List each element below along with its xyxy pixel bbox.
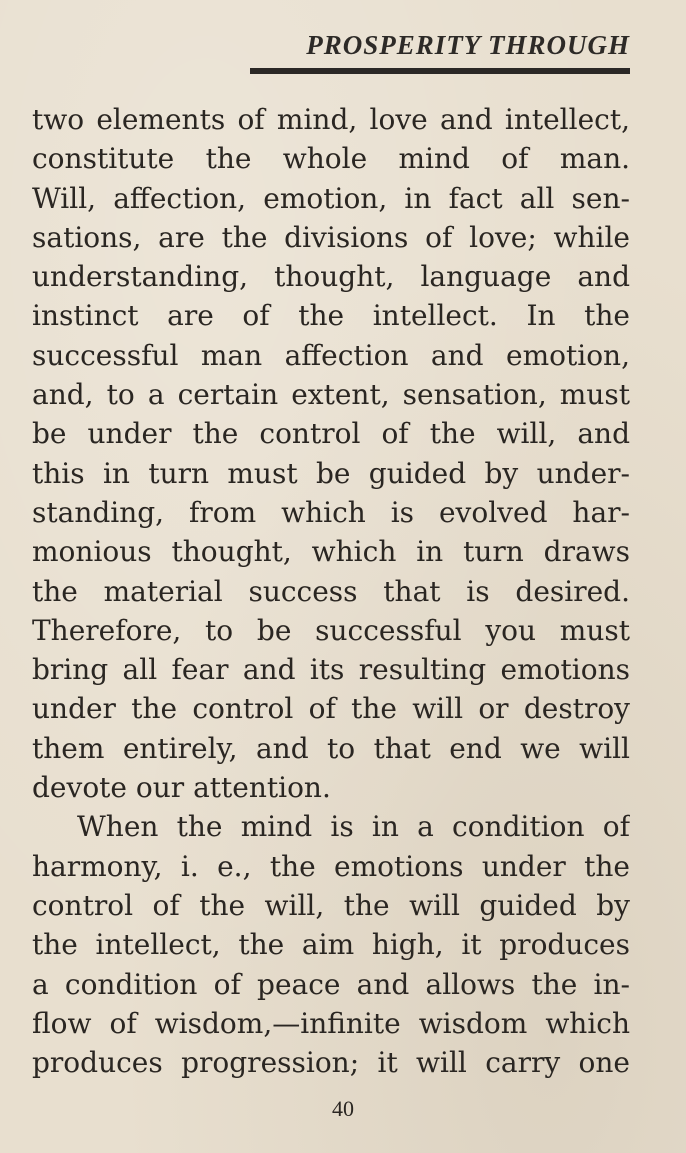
text-line: Will, affection, emotion, in fact all sen- bbox=[32, 181, 630, 215]
text-line: and, to a certain extent, sensation, must bbox=[32, 378, 630, 412]
paragraph-end-line: devote our attention. bbox=[32, 771, 331, 805]
text-line: standing, from which is evolved har- bbox=[32, 495, 630, 529]
text-line: control of the will, the will guided by bbox=[32, 888, 630, 922]
text-line: bring all fear and its resulting emotions bbox=[32, 653, 630, 687]
header-rule bbox=[250, 68, 630, 74]
paragraph-start-line: When the mind is in a condition of bbox=[77, 810, 630, 844]
text-line: the intellect, the aim high, it produces bbox=[32, 928, 630, 962]
text-line: produces progression; it will carry one bbox=[32, 1046, 630, 1080]
text-line: harmony, i. e., the emotions under the bbox=[32, 849, 630, 883]
text-line: monious thought, which in turn draws bbox=[32, 535, 630, 569]
text-line: the material success that is desired. bbox=[32, 574, 630, 608]
text-line: two elements of mind, love and intellect, bbox=[32, 103, 630, 136]
running-header-title: PROSPERITY THROUGH bbox=[306, 30, 630, 60]
text-line: a condition of peace and allows the in- bbox=[32, 967, 630, 1001]
text-line: flow of wisdom,—infinite wisdom which bbox=[32, 1006, 630, 1040]
text-line: be under the control of the will, and bbox=[32, 417, 630, 451]
page-number: 40 bbox=[332, 1096, 354, 1121]
text-line: sations, are the divisions of love; while bbox=[32, 220, 630, 254]
text-line: instinct are of the intellect. In the bbox=[32, 299, 630, 333]
text-line: this in turn must be guided by under- bbox=[32, 456, 630, 490]
text-line: constitute the whole mind of man. bbox=[32, 142, 630, 176]
text-line: Therefore, to be successful you must bbox=[32, 613, 630, 647]
body-text bbox=[32, 100, 630, 1082]
text-line: them entirely, and to that end we will bbox=[32, 731, 630, 765]
text-line: successful man affection and emotion, bbox=[32, 338, 630, 372]
text-line: understanding, thought, language and bbox=[32, 260, 630, 294]
text-line: under the control of the will or destroy bbox=[32, 692, 630, 726]
